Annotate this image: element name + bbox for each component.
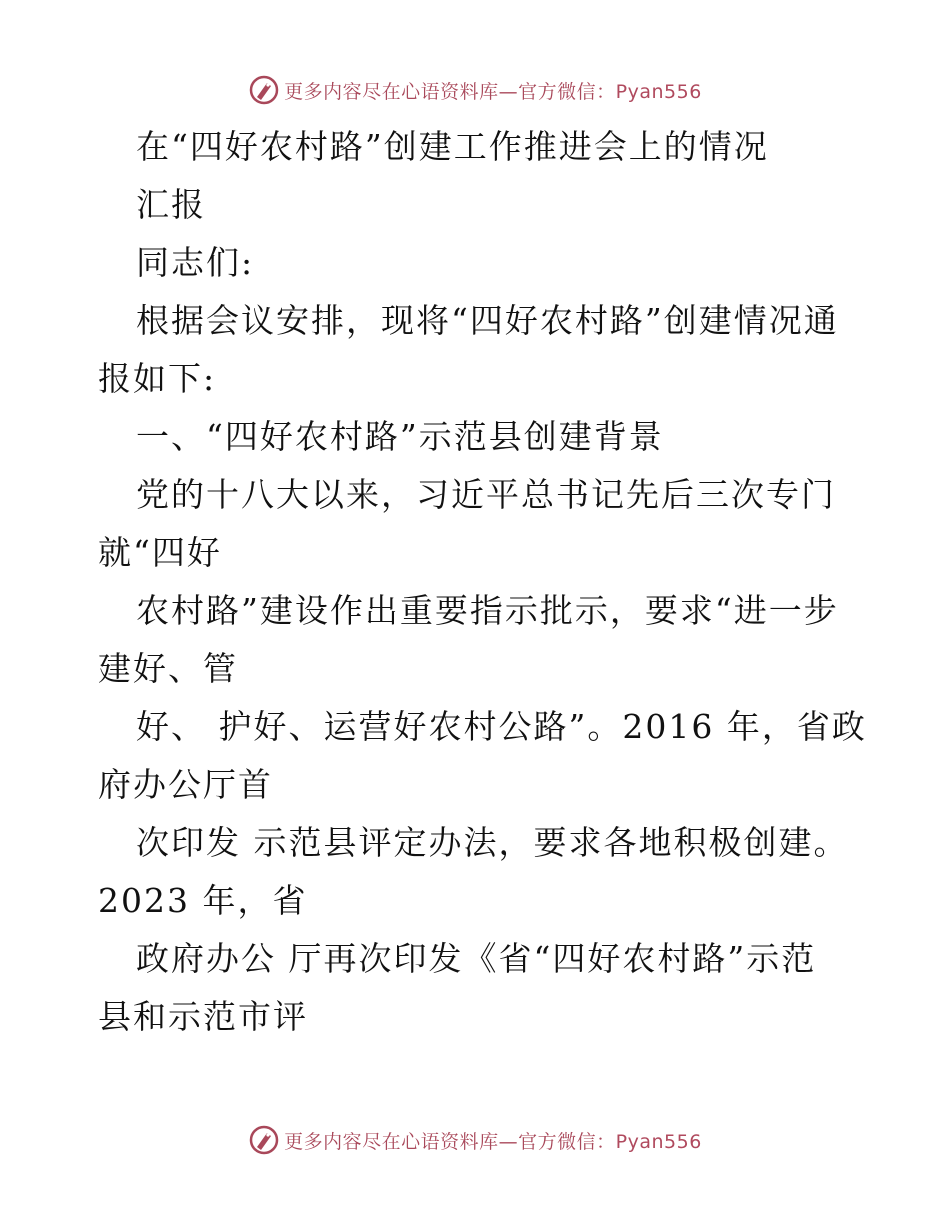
document-line: 在“四好农村路”创建工作推进会上的情况 [136, 127, 769, 166]
pen-nib-logo-icon [248, 1124, 280, 1156]
document-line: 农村路”建设作出重要指示批示，要求“进一步 [136, 591, 839, 630]
watermark-text: 更多内容尽在心语资料库—官方微信： [284, 1130, 616, 1153]
document-line: 党的十八大以来，习近平总书记先后三次专门 [136, 475, 836, 514]
document-line: 一、“四好农村路”示范县创建背景 [136, 417, 664, 456]
document-line: 建好、管 [98, 649, 238, 688]
document-line: 报如下: [98, 359, 217, 398]
document-line: 府办公厅首 [98, 765, 273, 804]
document-line: 根据会议安排，现将“四好农村路”创建情况通 [136, 301, 839, 340]
watermark-banner-top [0, 70, 950, 110]
watermark-wechat-id: Pyan556 [615, 1130, 702, 1153]
document-line: 县和示范市评 [98, 997, 308, 1036]
document-line: 好、 护好、运营好农村公路”。2016 年，省政 [136, 707, 867, 746]
document-line: 次印发 示范县评定办法，要求各地积极创建。 [136, 823, 849, 862]
document-line: 汇报 [136, 185, 206, 224]
watermark-text: 更多内容尽在心语资料库—官方微信： [284, 80, 616, 103]
document-line: 就“四好 [98, 533, 222, 572]
document-line: 同志们: [136, 243, 255, 282]
document-line: 政府办公 厅再次印发《省“四好农村路”示范 [136, 939, 817, 978]
pen-nib-logo-icon [248, 74, 280, 106]
watermark-banner-bottom [0, 1120, 950, 1160]
document-body [98, 118, 868, 1046]
document-line: 2023 年，省 [98, 881, 308, 920]
watermark-wechat-id: Pyan556 [615, 80, 702, 103]
